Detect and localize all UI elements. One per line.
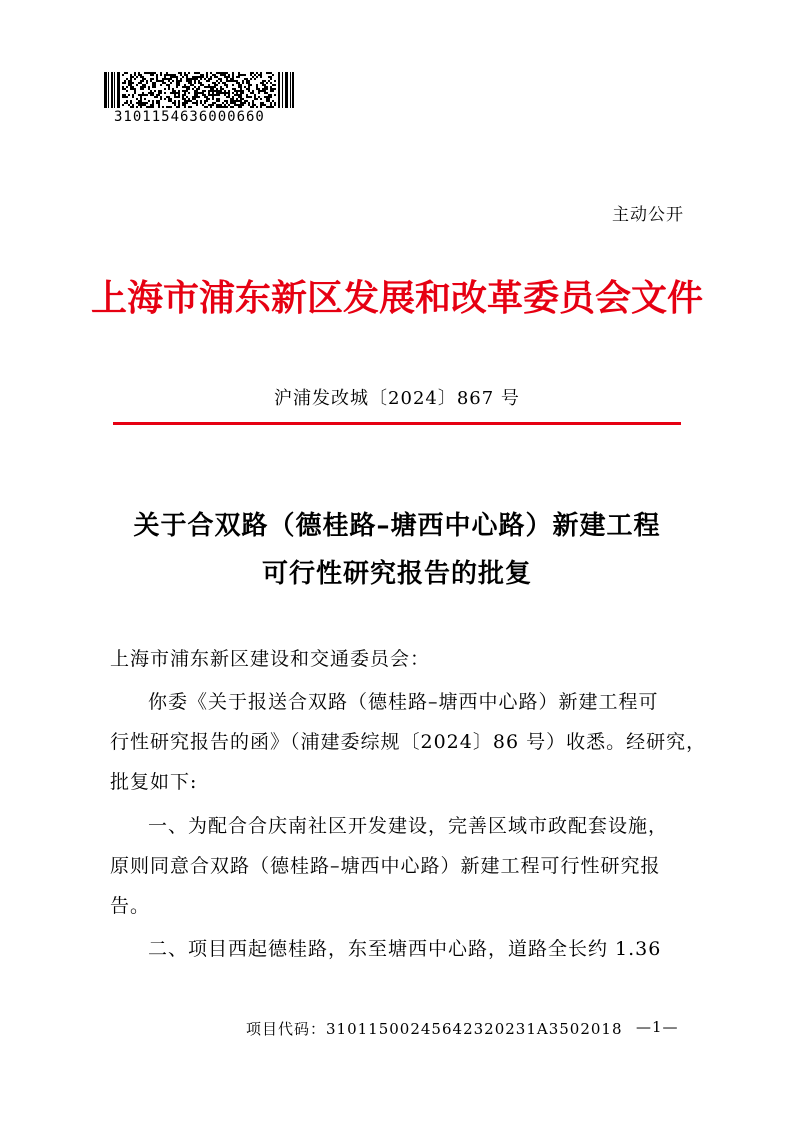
project-code: 项目代码：310115002456423202​31A3502018 (246, 1020, 623, 1038)
paragraph-1-line-2: 行性研究报告的函》（浦建委综规〔2024〕86 号）收悉。经研究， (110, 731, 707, 753)
title-line-2: 可行性研究报告的批复 (261, 559, 532, 589)
paragraph-2-line-3: 告。 (110, 895, 151, 917)
paragraph-1-line-1: 你委《关于报送合双路（德桂路–塘西中心路）新建工程可 (148, 691, 659, 713)
page-number: —1— (636, 1018, 679, 1036)
red-divider (113, 422, 681, 425)
addressee: 上海市浦东新区建设和交通委员会： (110, 648, 431, 670)
document-number: 沪浦发改城〔2024〕867 号 (274, 388, 520, 409)
paragraph-1-line-3: 批复如下: (110, 771, 198, 793)
barcode-icon (104, 72, 294, 108)
paragraph-3-line-1: 二、项目西起德桂路，东至塘西中心路，道路全长约 1.36 (148, 938, 662, 960)
barcode-number: 3101154636000660 (114, 109, 265, 125)
masthead: 上海市浦东新区发展和改革委员会文件 (90, 277, 703, 319)
disclosure-label: 主动公开 (612, 205, 684, 225)
title-line-1: 关于合双路（德桂路–塘西中心路）新建工程 (133, 511, 661, 541)
paragraph-2-line-2: 原则同意合双路（德桂路–塘西中心路）新建工程可行性研究报 (110, 855, 661, 877)
paragraph-2-line-1: 一、为配合合庆南社区开发建设，完善区域市政配套设施， (148, 815, 669, 837)
